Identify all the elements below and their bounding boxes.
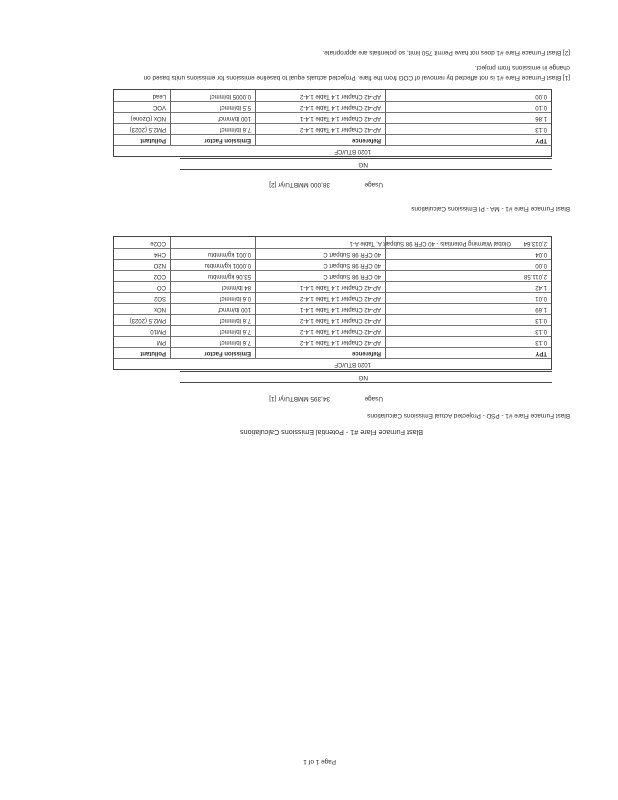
section2-table (113, 89, 552, 157)
section2-rule-bottom (180, 158, 552, 159)
col-divider (255, 237, 256, 358)
table-row (114, 314, 551, 325)
cell-pollutant: VOC (152, 104, 166, 110)
cell-pollutant: PM10 (150, 328, 166, 334)
cell-reference: Global Warming Potentials - 40 CFR 98 Subpart A, Table A-1 (349, 240, 511, 246)
table-row (114, 91, 551, 101)
section1-usage-value: 34,395 MMBTU/yr [1] (269, 395, 330, 402)
section1-table (113, 236, 552, 370)
section2-heading: Blast Furnace Flare #1 - MA - PI Emissions Calculations (411, 205, 570, 212)
cell-tpy: 2,011.58 (524, 273, 547, 279)
col-emission-factor: Emission Factor (204, 137, 251, 143)
cell-factor: 0.0001 kg/mmbtu (204, 262, 251, 268)
cell-factor: 0.6 lb/mmcf (219, 295, 251, 301)
section2-rule-top (180, 169, 552, 170)
cell-pollutant: SO2 (153, 295, 166, 301)
cell-tpy: 0.13 (535, 328, 547, 334)
cell-tpy: 1.69 (535, 306, 547, 312)
col-reference: Reference (351, 350, 381, 356)
cell-pollutant: PM2.5 (2023) (129, 317, 166, 323)
cell-tpy: 1.42 (535, 284, 547, 290)
table-row (114, 112, 551, 123)
cell-factor: 0.0005 lb/mmcf (209, 93, 251, 99)
col-tpy: TPY (535, 137, 547, 143)
cell-reference: AP-42 Chapter 1.4 Table 1.4-2 (300, 339, 381, 345)
cell-reference: 40 CFR 98 Subpart C (323, 251, 381, 257)
col-divider (385, 90, 386, 145)
col-divider (255, 90, 256, 145)
cell-pollutant: Lead (152, 93, 166, 99)
cell-pollutant: N2O (153, 262, 166, 268)
cell-factor: 7.6 lb/mmcf (219, 339, 251, 345)
footnote-1: [1] Blast Furnace Flare #1 is not affected by removal of COG from the flare. Projected actuals equal to baseline emissions for emissions units based on (143, 74, 570, 81)
col-pollutant: Pollutant (140, 137, 166, 143)
cell-reference: AP-42 Chapter 1.4 Table 1.4-2 (300, 93, 381, 99)
cell-reference: 40 CFR 98 Subpart C (323, 262, 381, 268)
section2-subheader-row (114, 145, 551, 156)
cell-reference: AP-42 Chapter 1.4 Table 1.4-1 (300, 306, 381, 312)
col-divider (170, 237, 171, 358)
cell-pollutant: PM2.5 (2023) (129, 126, 166, 132)
cell-tpy: 0.10 (535, 104, 547, 110)
table-row (114, 123, 551, 134)
table-row (114, 336, 551, 347)
cell-reference: AP-42 Chapter 1.4 Table 1.4-2 (300, 328, 381, 334)
page-footer: Page 1 of 1 (303, 758, 336, 765)
cell-tpy: 0.13 (535, 339, 547, 345)
col-emission-factor: Emission Factor (204, 350, 251, 356)
section1-usage-label: Usage (364, 395, 383, 402)
section1-subheader: 1020 BTU/CF (334, 361, 371, 367)
cell-tpy: 0.13 (535, 126, 547, 132)
table-row (114, 238, 551, 248)
cell-tpy: 0.00 (535, 262, 547, 268)
section2-usage-label: Usage (364, 181, 383, 188)
cell-factor: 0.001 kg/mmbtu (207, 251, 251, 257)
cell-pollutant: PM (157, 339, 166, 345)
section2-ng-label: NG (358, 161, 368, 168)
cell-factor: 84 lb/mmcf (221, 284, 251, 290)
footnote-2: [2] Blast Furnace Flare #1 does not have Permit 750 limit, so potentials are appropriate. (322, 49, 570, 56)
table-row (114, 259, 551, 270)
cell-reference: AP-42 Chapter 1.4 Table 1.4-2 (300, 317, 381, 323)
cell-tpy: 2,013.64 (523, 240, 547, 246)
cell-reference: 40 CFR 98 Subpart C (323, 273, 381, 279)
table-row (114, 325, 551, 336)
cell-factor: 100 lb/mmcf (218, 306, 251, 312)
col-tpy: Pollutant (140, 350, 166, 356)
section2-usage-value: 38,000 MMBTU/yr [2] (269, 181, 330, 188)
table-row (114, 292, 551, 303)
col-divider (385, 237, 386, 358)
cell-pollutant: CO2 (153, 273, 166, 279)
section2-subheader: 1020 BTU/CF (334, 148, 371, 154)
cell-tpy: 0.01 (535, 295, 547, 301)
cell-pollutant: NOx (Ozone) (130, 115, 166, 121)
table-row (114, 248, 551, 259)
cell-factor: 53.06 kg/mmbtu (207, 273, 251, 279)
table-row (114, 270, 551, 281)
cell-tpy: 1.86 (535, 115, 547, 121)
col-divider (170, 90, 171, 145)
cell-pollutant: CH4 (153, 251, 166, 257)
cell-pollutant: NOx (154, 306, 166, 312)
table-row (114, 101, 551, 112)
cell-reference: AP-42 Chapter 1.4 Table 1.4-2 (300, 295, 381, 301)
table-row (114, 281, 551, 292)
section1-heading: Blast Furnace Flare #1 - PSD - Projected Actual Emissions Calculations (367, 412, 570, 419)
section1-header-row (114, 347, 551, 358)
cell-factor: 7.6 lb/mmcf (219, 126, 251, 132)
cell-reference: AP-42 Chapter 1.4 Table 1.4-2 (300, 104, 381, 110)
col-reference: Reference (351, 137, 381, 143)
footnote-1-cont: change in emissions from project. (474, 64, 570, 71)
cell-tpy: 0.13 (535, 317, 547, 323)
section1-rule-top (180, 382, 552, 383)
cell-reference: AP-42 Chapter 1.4 Table 1.4-1 (300, 284, 381, 290)
page-title: Blast Furnace Flare #1 - Potential Emissions Calculations (240, 428, 423, 437)
cell-factor: 100 lb/mmcf (218, 115, 251, 121)
cell-factor: 7.6 lb/mmcf (219, 317, 251, 323)
cell-factor: 5.5 lb/mmcf (219, 104, 251, 110)
table-row (114, 303, 551, 314)
cell-pollutant: CO2e (150, 240, 166, 246)
col-pollutant: TPY (535, 350, 547, 356)
cell-reference: AP-42 Chapter 1.4 Table 1.4-2 (300, 126, 381, 132)
cell-factor: 7.6 lb/mmcf (219, 328, 251, 334)
section1-ng-label: NG (358, 374, 368, 381)
section1-rule-bottom (180, 371, 552, 372)
cell-reference: AP-42 Chapter 1.4 Table 1.4-1 (300, 115, 381, 121)
section2-header-row (114, 134, 551, 145)
cell-tpy: 0.00 (535, 93, 547, 99)
cell-tpy: 0.04 (535, 251, 547, 257)
cell-pollutant: CO (157, 284, 166, 290)
section1-subheader-row (114, 358, 551, 369)
